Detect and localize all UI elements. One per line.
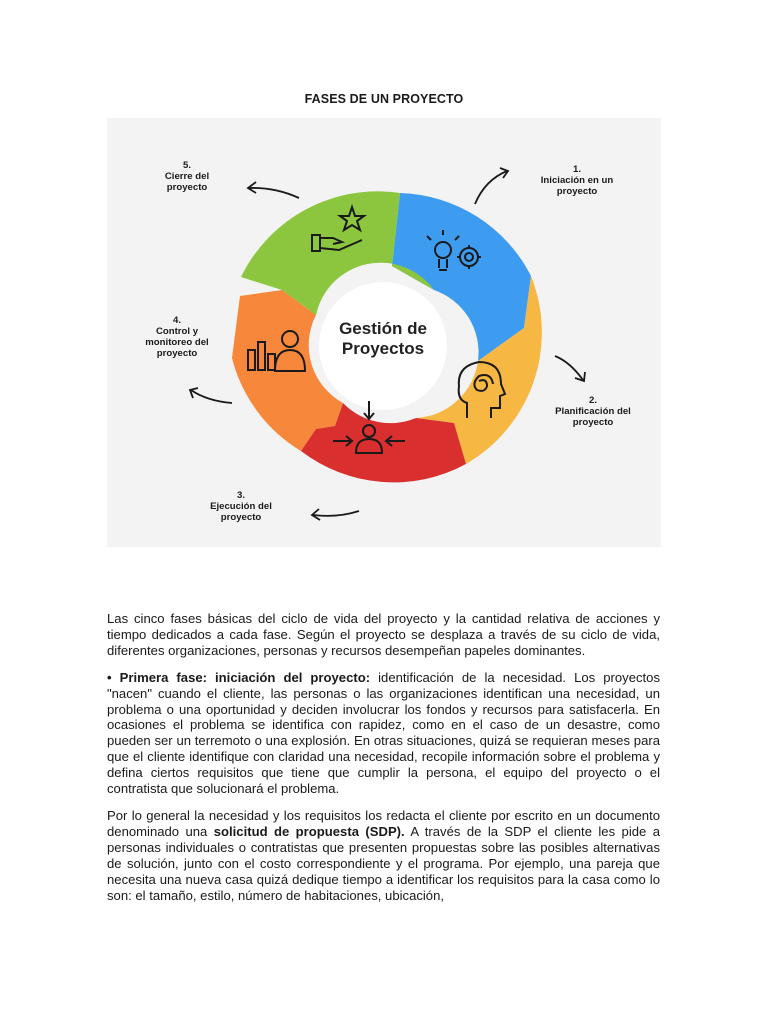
- phase-1-number: 1.: [572, 164, 582, 175]
- phase-5-number: 5.: [182, 160, 192, 171]
- phase-5-line-1: Cierre del: [164, 171, 210, 182]
- sdp-term: solicitud de propuesta (SDP).: [213, 823, 405, 839]
- phase-4-number: 4.: [172, 315, 182, 326]
- document-title: FASES DE UN PROYECTO: [304, 92, 464, 106]
- phase-1-line-1: Iniciación en un: [540, 175, 614, 186]
- project-phases-diagram: [107, 118, 661, 547]
- center-title-line-2: Proyectos: [341, 339, 425, 358]
- center-title-line-1: Gestión de: [339, 319, 427, 338]
- phase-5-line-2: proyecto: [166, 182, 208, 193]
- phase-2-number: 2.: [588, 395, 598, 406]
- first-phase-text: identificación de la necesidad. Los proyectos "nacen" cuando el cliente, las personas o las organizaciones identifican una necesidad, un problema o una oportunidad y deciden involucrar los fondos y recursos para satisfacerla. En ocasiones el problema se identifica con rapidez, como en el caso de un desastre, como pueden ser un terremoto o una explosión. En otras situaciones, quizá se requieran meses para que el cliente identifique con claridad una necesidad, recopile información sobre el problema y defina ciertos requisitos que tiene que cumplir la persona, el equipo del proyecto o el contratista que solucionará el problema.: [107, 669, 660, 797]
- phase-3-line-1: Ejecución del: [210, 501, 272, 512]
- phase-3-number: 3.: [236, 490, 246, 501]
- phase-1-line-2: proyecto: [556, 186, 598, 197]
- paragraph-intro: Las cinco fases básicas del ciclo de vida del proyecto y la cantidad relativa de acciones y tiempo dedicados a cada fase. Según el proyecto se desplaza a través de su ciclo de vida, diferentes organizaciones, personas y recursos desempeñan papeles dominantes.: [107, 611, 660, 658]
- phase-4-line-1: Control y: [155, 326, 199, 337]
- phase-4-line-3: proyecto: [156, 348, 198, 359]
- sdp-text-a: Por lo general la necesidad y los requisitos los redacta el cliente por escrito en un documento denominado una: [107, 807, 660, 839]
- phase-4-line-2: monitoreo del: [145, 337, 209, 348]
- phase-2-line-1: Planificación del: [555, 406, 631, 417]
- first-phase-heading: • Primera fase: iniciación del proyecto:: [107, 669, 371, 685]
- phase-3-line-2: proyecto: [220, 512, 262, 523]
- phase-2-line-2: proyecto: [572, 417, 614, 428]
- document-body: [107, 611, 660, 914]
- paragraph-sdp: [107, 808, 660, 903]
- sdp-text-b: A través de la SDP el cliente les pide a personas individuales o contratistas que presenten propuestas sobre las posibles alternativas de solución, junto con el costo correspondiente y el programa. Por ejemplo, una pareja que necesita una nueva casa quizá dedique tiempo a identificar los requisitos para la casa como lo son: el tamaño, estilo, número de habitaciones, ubicación,: [107, 823, 660, 903]
- paragraph-first-phase: [107, 670, 660, 797]
